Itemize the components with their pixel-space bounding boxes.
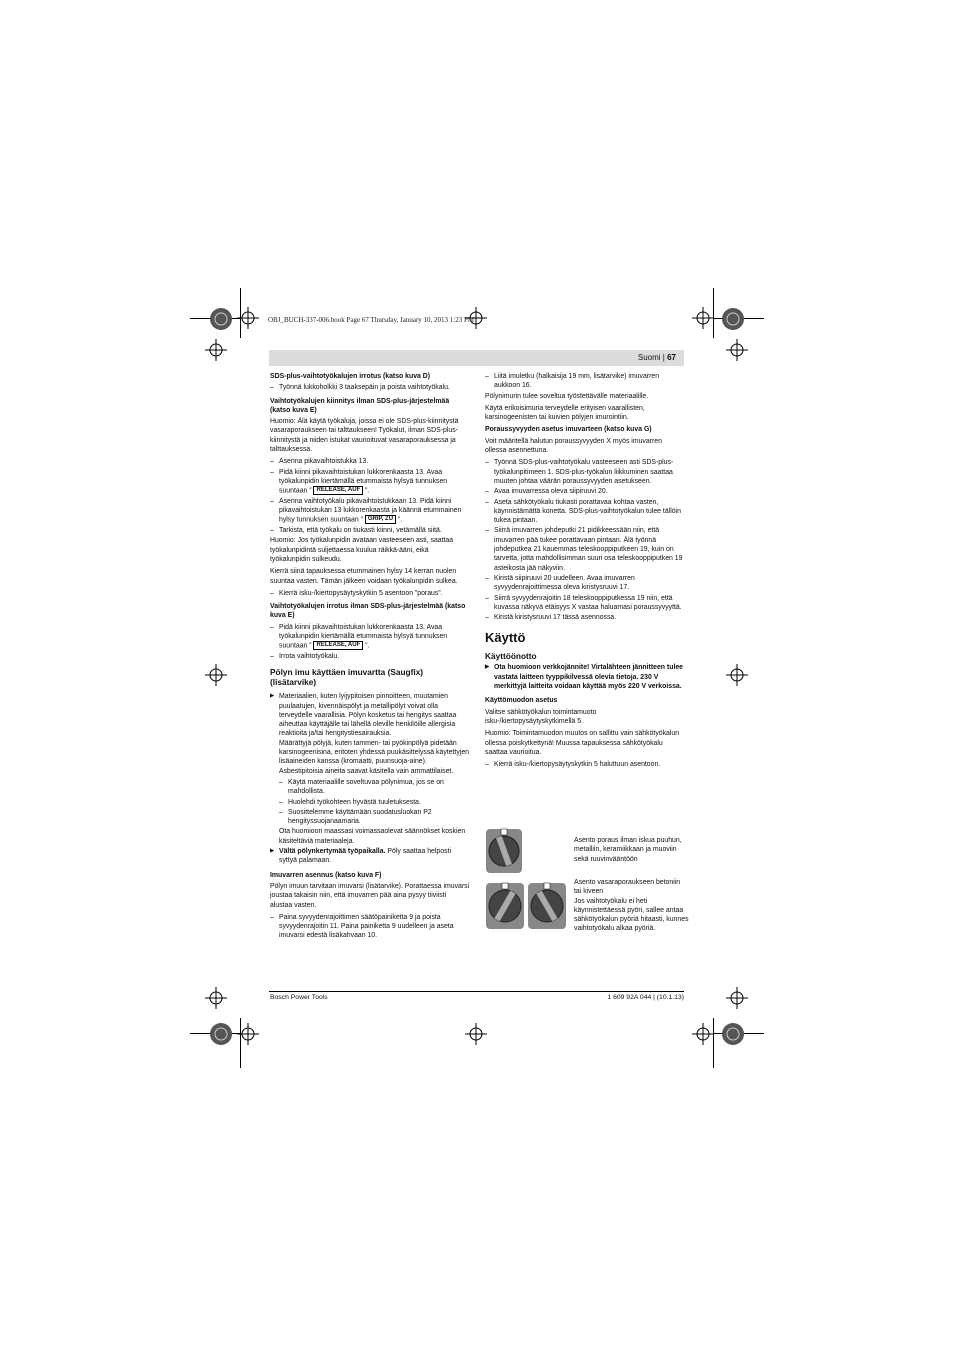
section-heading: Pölyn imu käyttäen imuvartta (Saugfix) (lisätarvike)	[270, 667, 424, 688]
list-item: – Aseta sähkötyökalu tiukasti porattavaa kohtaa vasten, käynnistämättä konetta. SDS-plus-vaihtotyökalun tulee tällöin tukea pintaan.	[485, 498, 685, 526]
registration-target-icon	[726, 987, 748, 1009]
header-language: Suomi	[637, 353, 661, 362]
release-symbol-badge: RELEASE, AUF	[313, 641, 363, 650]
list-item: – Huolehdi työkohteen hyvästä tuuletuksesta.	[270, 798, 470, 807]
registration-disc-icon	[208, 1021, 234, 1047]
paragraph: Kierrä siinä tapauksessa etummainen hylsy 14 kerran nuolen suuntaa vasten. Tämän jälkeen voidaan työkalunpidin sulkea.	[270, 568, 458, 585]
section-heading: Käyttöönotto	[485, 651, 537, 662]
section-heading: Vaihtotyökalujen irrotus ilman SDS-plus-järjestelmää (katso kuva E)	[270, 603, 466, 620]
list-item: – Tarkista, että työkalu on tiukasti kiinni, vetämällä siitä.	[270, 526, 470, 535]
registration-disc-icon	[208, 306, 234, 332]
footer-brand: Bosch Power Tools	[270, 994, 328, 1001]
list-item: – Asenna pikavaihtoistukka 13.	[270, 457, 470, 466]
list-item: – Asenna vaihtotyökalu pikavaihtoistukkaan 13. Pidä kiinni pikavaihtoistukan 13 lukkorenkaasta ja käännä etummainen hylsy tunnuksen suuntaan ” GRIP, ZU ”.	[270, 497, 470, 525]
paragraph: Pölynimurin tulee soveltua työstettävälle materiaalille.	[485, 392, 649, 400]
registration-target-icon	[237, 307, 259, 329]
registration-target-icon	[205, 339, 227, 361]
list-item: – Pidä kiinni pikavaihtoistukan lukkorenkaasta 13. Avaa työkalunpidin kiertämällä etummaista hylsyä tunnuksen suuntaan ” RELEASE, AUF ”.	[270, 468, 470, 496]
list-item: – Irrota vaihtotyökalu.	[270, 652, 470, 661]
registration-target-icon	[726, 339, 748, 361]
header-label: Suomi | 67	[637, 353, 676, 362]
grip-symbol-badge: GRIP, ZU	[365, 515, 396, 524]
registration-disc-icon	[720, 306, 746, 332]
list-item: – Käytä materiaalille soveltuvaa pölynimua, jos se on mahdollista.	[270, 778, 470, 797]
section-heading: Poraussyvyyden asetus imuvarteen (katso kuva G)	[485, 426, 652, 434]
list-item: – Suosittelemme käyttämään suodatusluokan P2 hengityssuojanaamaria.	[270, 808, 470, 827]
list-item: – Kiristä kiristysruuvi 17 tässä asennossa.	[485, 613, 685, 622]
list-item: – Työnnä lukkoholkki 3 taaksepäin ja poista vaihtotyökalu.	[270, 383, 470, 392]
hammer-mode-caption: Asento vasaraporaukseen betoniin tai kiveen Jos vaihtotyökalu ei heti käynnistettäessä pyöri, sallee antaa sähkötyökalun pyöriä hitaasti, kunnes vaihtotyökalu alkaa pyöriä.	[574, 879, 689, 933]
section-heading: SDS-plus-vaihtotyökalujen irrotus (katso kuva D)	[270, 373, 431, 380]
warning-item: ▶ Vältä pölynkertymää työpaikalla. Pöly saattaa helposti syttyä palamaan.	[270, 847, 470, 866]
list-item: – Siirrä syvyydenrajoitin 18 teleskooppiputkessa 19 niin, että kuvassa näkyvä etäisyys X vastaa haluamasi poraussyvyyttä.	[485, 594, 685, 613]
list-item: – Pidä kiinni pikavaihtoistukan lukkorenkaasta 13. Avaa työkalunpidin kiertämällä etummaista hylsyä tunnuksen suuntaan ” RELEASE, AUF ”.	[270, 623, 470, 651]
page-number: 67	[667, 353, 676, 362]
paragraph: Voit määritellä halutun poraussyvyyden X myös imuvarren ollessa asennettuna.	[485, 437, 662, 455]
list-item: – Kierrä isku-/kiertopysäytyskytkin 5 haluttuun asentoon.	[485, 760, 685, 769]
note-paragraph: Huomio: Jos työkalunpidin avataan vasteeseen asti, saattaa työkalunpidintä suljettaessa kuulua räikkä-ääni, eikä työkalunpidin sulkeudu.	[270, 537, 454, 563]
registration-disc-icon	[720, 1021, 746, 1047]
section-heading: Vaihtotyökalujen kiinnitys ilman SDS-plus-järjestelmää (katso kuva E)	[270, 397, 450, 414]
registration-target-icon	[692, 307, 714, 329]
warning-item: ▶ Ota huomioon verkkojännite! Virtalähteen jännitteen tulee vastata laitteen tyyppikilvessä olevia tietoja. 230 V merkittyjä laitteita voidaan käyttää myös 220 V verkoissa.	[485, 663, 685, 691]
section-heading: Imuvarren asennus (katso kuva F)	[270, 871, 382, 879]
note-paragraph: Huomio: Toimintamuodon muutos on sallittu vain sähkötyökalun ollessa poiskytkettynä! Muussa tapauksessa sähkötyökalu saattaa vaurioitua.	[485, 730, 680, 756]
drill-mode-caption: Asento poraus ilman iskua puuhun, metalliin, keramiikkaan ja muoviin sekä ruuvinvääntöön	[574, 837, 682, 863]
list-item: – Kiristä siipiruuvi 20 uudelleen. Avaa imuvarren syvyydenrajoittimessa oleva kiristysruuvi 17.	[485, 574, 685, 593]
right-column	[485, 372, 685, 770]
registration-target-icon	[205, 664, 227, 686]
print-slug: OBJ_BUCH-337-006.book Page 67 Thursday, January 10, 2013 1:23 PM	[268, 316, 475, 324]
list-item: – Avaa imuvarressa oleva siipiruuvi 20.	[485, 487, 685, 496]
section-heading: Käyttömuodon asetus	[485, 697, 558, 705]
paragraph: Ota huomioon maassasi voimassaolevat säännökset koskien käsiteltäviä materiaaleja.	[279, 828, 466, 845]
registration-target-icon	[692, 1023, 714, 1045]
footer-rule	[269, 991, 684, 992]
footer-docnum: 1 609 92A 044 | (10.1.13)	[607, 994, 684, 1001]
list-item: – Paina syvyydenrajoittimen säätöpainiketta 9 ja poista syvyydenrajoitin 11. Paina painiketta 9 uudelleen ja aseta imuvarsi edestä lisäkahvaan 10.	[270, 913, 470, 941]
registration-target-icon	[726, 664, 748, 686]
warning-item: ▶ Materiaalien, kuten lyijypitoisen pinnoitteen, muutamien puulaatujen, kivennäispölyt ja metallipölyt voivat olla terveydelle vaarallisia. Pölyn kosketus tai hengitys saattaa aiheuttaa käyttäjälle tai lähellä oleville henkilöille allergisia reaktioita ja/tai hengitystiesairauksia. Määrättyjä pölyjä, kuten tammen- tai pyökinpölyä pidetään karsinogeenisina, eritoten yhdessä puukäsittelyssä käytettyjen lisäaineiden kanssa (kromaatti, puunsuoja-aine). Asbestipitoisia aineita saavat käsitella vain ammattilaiset.	[270, 692, 470, 776]
mode-switch-hammer-icon	[485, 882, 525, 930]
note-paragraph: Huomio: Älä käytä työkaluja, joissa ei ole SDS-plus-kiinnitystä vasaraporaukseen tai talttaukseen! Työkalut, ilman SDS-plus-kiinnitystä ja niiden istukat vaurioituvat vasaraporauksessa ja talttauksessa.	[270, 418, 459, 454]
left-column	[270, 372, 470, 942]
mode-switch-hammer-icon	[527, 882, 567, 930]
list-item: – Siirrä imuvarren johdeputki 21 pidikkeessään niin, että imuvarren pää tukee porattavaan pintaan. Älä työnnä johdeputkea 21 kauemmas teleskooppiputkeen 19, kuin on tarvetta, jotta mahdollisimman suuri osa teleskooppiputken 19 asteikosta jää näkyviin.	[485, 526, 685, 572]
registration-target-icon	[205, 987, 227, 1009]
page-header	[269, 350, 684, 366]
list-item: – Työnnä SDS-plus-vaihtotyökalu vasteeseen asti SDS-plus-työkalunpitimeen 1. SDS-plus-työkalun liikkuminen saattaa muuten johtaa väärän poraussyvyyden asetukseen.	[485, 458, 685, 486]
registration-target-icon	[237, 1023, 259, 1045]
list-item: – Liitä imuletku (halkaisija 19 mm, lisätarvike) imuvarren aukkoon 16.	[485, 372, 685, 391]
mode-switch-drill-icon	[485, 828, 523, 874]
release-symbol-badge: RELEASE, AUF	[313, 486, 363, 495]
paragraph: Pölyn imuun tarvitaan imuvarsi (lisätarvike). Porattaessa imuvarsi joustaa takaisin niin, että imuvarren pää aina pysyy tiiviisti alustaa vasten.	[270, 882, 470, 909]
paragraph: Valitse sähkötyökalun toimintamuoto isku-/kiertopysäytyskytkimellä 5.	[485, 708, 597, 725]
list-item: – Kierrä isku-/kiertopysäytyskytkin 5 asentoon ”poraus”.	[270, 589, 470, 598]
chapter-heading: Käyttö	[485, 630, 526, 646]
paragraph: Käytä erikoisimuria terveydelle erityisen vaarallisten, karsinogeenisten tai kuivien pölyjen imurointiin.	[485, 404, 645, 422]
registration-target-icon	[465, 1023, 487, 1045]
